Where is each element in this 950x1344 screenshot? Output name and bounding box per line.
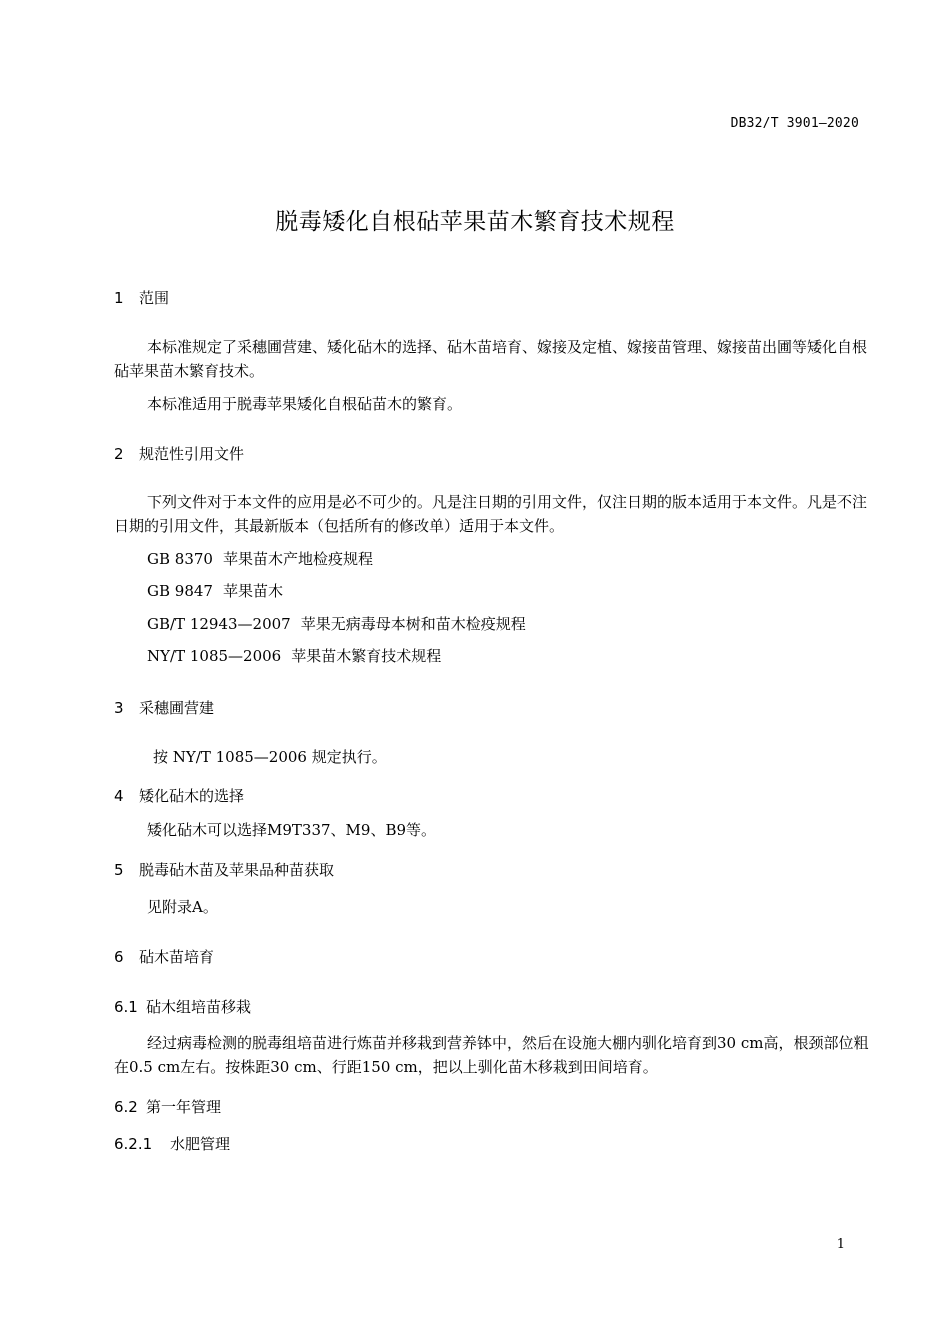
section-title: 砧木组培苗移栽	[146, 998, 252, 1016]
reference-name: 苹果无病毒母本树和苗木检疫规程	[300, 615, 526, 633]
reference-item	[147, 613, 526, 634]
reference-item	[147, 580, 283, 601]
reference-item	[147, 645, 441, 666]
section-title: 范围	[139, 289, 170, 307]
section-5-paragraph-1: 见附录A。	[147, 898, 218, 916]
section-title: 规范性引用文件	[139, 445, 245, 463]
reference-code: GB 9847	[147, 582, 213, 600]
document-code: DB32/T 3901—2020	[730, 116, 859, 131]
section-6-1-heading	[114, 996, 251, 1017]
section-number: 1	[114, 289, 124, 307]
document-title: 脱毒矮化自根砧苹果苗木繁育技术规程	[275, 209, 675, 235]
section-title: 采穗圃营建	[139, 699, 215, 717]
section-3-heading	[114, 697, 214, 718]
section-4-paragraph-1: 矮化砧木可以选择M9T337、M9、B9等。	[147, 821, 437, 839]
reference-item	[147, 548, 373, 569]
section-2-paragraph-1: 下列文件对于本文件的应用是必不可少的。凡是注日期的引用文件，仅注日期的版本适用于本文件。凡是不注日期的引用文件，其最新版本（包括所有的修改单）适用于本文件。	[114, 493, 868, 535]
section-title: 砧木苗培育	[139, 948, 215, 966]
section-6-2-heading	[114, 1096, 221, 1117]
section-number: 6.1	[114, 998, 138, 1016]
section-number: 3	[114, 699, 124, 717]
reference-code: GB 8370	[147, 550, 213, 568]
section-number: 6.2	[114, 1098, 138, 1116]
section-number: 6.2.1	[114, 1135, 153, 1153]
reference-name: 苹果苗木繁育技术规程	[291, 647, 442, 665]
section-4-heading	[114, 785, 244, 806]
section-6-heading	[114, 946, 214, 967]
section-number: 2	[114, 445, 124, 463]
page-number: 1	[836, 1237, 845, 1252]
section-1-heading	[114, 287, 169, 308]
section-title: 第一年管理	[146, 1098, 222, 1116]
reference-code: NY/T 1085—2006	[147, 647, 282, 665]
section-title: 脱毒砧木苗及苹果品种苗获取	[139, 861, 335, 879]
section-title: 水肥管理	[170, 1135, 231, 1153]
section-1-paragraph-1: 本标准规定了采穗圃营建、矮化砧木的选择、砧木苗培育、嫁接及定植、嫁接苗管理、嫁接苗出圃等矮化自根砧苹果苗木繁育技术。	[114, 338, 868, 380]
reference-name: 苹果苗木产地检疫规程	[222, 550, 373, 568]
section-6-2-1-heading	[114, 1133, 230, 1154]
section-2-heading	[114, 443, 244, 464]
section-number: 5	[114, 861, 124, 879]
section-1-paragraph-2: 本标准适用于脱毒苹果矮化自根砧苗木的繁育。	[147, 395, 463, 413]
section-title: 矮化砧木的选择	[139, 787, 245, 805]
section-number: 4	[114, 787, 124, 805]
section-3-paragraph-1: 按 NY/T 1085—2006 规定执行。	[153, 748, 387, 766]
section-5-heading	[114, 859, 334, 880]
section-6-1-paragraph-1: 经过病毒检测的脱毒组培苗进行炼苗并移栽到营养钵中，然后在设施大棚内驯化培育到30 cm高，根颈部位粗在0.5 cm左右。按株距30 cm、行距150 cm，把以上驯化苗木移栽到田间培育。	[114, 1034, 869, 1076]
section-number: 6	[114, 948, 124, 966]
reference-name: 苹果苗木	[222, 582, 283, 600]
reference-code: GB/T 12943—2007	[147, 615, 291, 633]
